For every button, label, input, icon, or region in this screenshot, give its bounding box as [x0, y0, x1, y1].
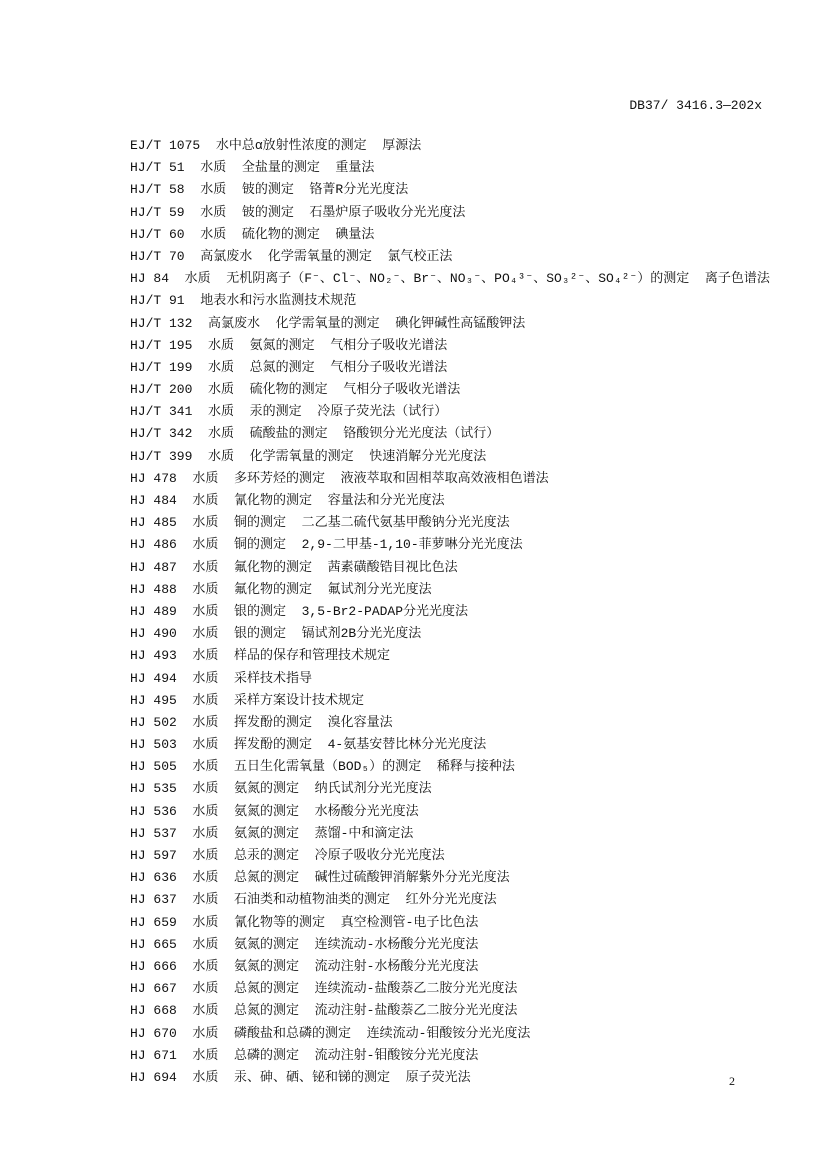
reference-item: HJ 694 水质 汞、砷、硒、铋和锑的测定 原子荧光法	[130, 1069, 471, 1085]
reference-item: HJ 668 水质 总氮的测定 流动注射-盐酸萘乙二胺分光光度法	[130, 1003, 518, 1019]
reference-item: HJ/T 200 水质 硫化物的测定 气相分子吸收光谱法	[130, 382, 461, 398]
reference-item: HJ 490 水质 银的测定 镉试剂2B分光光度法	[130, 626, 422, 642]
reference-item: HJ/T 91 地表水和污水监测技术规范	[130, 293, 357, 309]
reference-item: HJ 489 水质 银的测定 3,5-Br2-PADAP分光光度法	[130, 603, 469, 619]
reference-item: HJ 537 水质 氨氮的测定 蒸馏-中和滴定法	[130, 825, 414, 841]
reference-item: HJ 502 水质 挥发酚的测定 溴化容量法	[130, 714, 393, 730]
reference-item: HJ/T 59 水质 铍的测定 石墨炉原子吸收分光光度法	[130, 204, 466, 220]
reference-item: HJ 597 水质 总汞的测定 冷原子吸收分光光度法	[130, 848, 445, 863]
reference-item: HJ 485 水质 铜的测定 二乙基二硫代氨基甲酸钠分光光度法	[130, 515, 510, 531]
reference-item: HJ 486 水质 铜的测定 2,9-二甲基-1,10-菲萝啉分光光度法	[130, 537, 523, 553]
reference-item: HJ 495 水质 采样方案设计技术规定	[130, 692, 365, 708]
reference-item: HJ/T 342 水质 硫酸盐的测定 铬酸钡分光光度法（试行）	[130, 426, 500, 442]
reference-item: HJ 636 水质 总氮的测定 碱性过硫酸钾消解紫外分光光度法	[130, 870, 510, 886]
reference-item: HJ 493 水质 样品的保存和管理技术规定	[130, 648, 391, 664]
reference-item: HJ/T 199 水质 总氮的测定 气相分子吸收光谱法	[130, 359, 448, 375]
reference-item: HJ 535 水质 氨氮的测定 纳氏试剂分光光度法	[130, 781, 432, 797]
reference-item: HJ/T 58 水质 铍的测定 铬菁R分光光度法	[130, 182, 409, 198]
reference-item: HJ 666 水质 氨氮的测定 流动注射-水杨酸分光光度法	[130, 958, 479, 974]
reference-item: HJ/T 399 水质 化学需氧量的测定 快速消解分光光度法	[130, 448, 487, 464]
reference-item: HJ 503 水质 挥发酚的测定 4-氨基安替比林分光光度法	[130, 737, 487, 753]
reference-item: HJ 637 水质 石油类和动植物油类的测定 红外分光光度法	[130, 892, 497, 908]
reference-item: HJ/T 70 高氯废水 化学需氧量的测定 氯气校正法	[130, 248, 453, 264]
document-number-header: DB37/ 3416.3—202x	[629, 98, 762, 113]
reference-item: HJ 494 水质 采样技术指导	[130, 670, 313, 686]
reference-item: HJ/T 60 水质 硫化物的测定 碘量法	[130, 226, 375, 242]
reference-item: HJ/T 132 高氯废水 化学需氧量的测定 碘化钾碱性高锰酸钾法	[130, 315, 526, 331]
reference-item: HJ 488 水质 氟化物的测定 氟试剂分光光度法	[130, 581, 432, 597]
reference-item: HJ 659 水质 氰化物等的测定 真空检测管-电子比色法	[130, 914, 479, 930]
reference-item: HJ 665 水质 氨氮的测定 连续流动-水杨酸分光光度法	[130, 936, 479, 952]
reference-item: HJ 536 水质 氨氮的测定 水杨酸分光光度法	[130, 803, 419, 819]
reference-item: HJ 487 水质 氟化物的测定 茜素磺酸锆目视比色法	[130, 559, 458, 575]
normative-references-list	[130, 135, 770, 1089]
reference-item: EJ/T 1075 水中总α放射性浓度的测定 厚源法	[130, 138, 422, 153]
reference-item: HJ 667 水质 总氮的测定 连续流动-盐酸萘乙二胺分光光度法	[130, 981, 518, 997]
reference-item: HJ/T 195 水质 氨氮的测定 气相分子吸收光谱法	[130, 337, 448, 353]
reference-item: HJ 505 水质 五日生化需氧量（BOD₅）的测定 稀释与接种法	[130, 759, 515, 775]
reference-item: HJ 670 水质 磷酸盐和总磷的测定 连续流动-钼酸铵分光光度法	[130, 1025, 531, 1041]
reference-item: HJ/T 341 水质 汞的测定 冷原子荧光法（试行）	[130, 404, 448, 420]
reference-item: HJ 671 水质 总磷的测定 流动注射-钼酸铵分光光度法	[130, 1047, 479, 1063]
page-number: 2	[729, 1074, 735, 1088]
reference-item: HJ 484 水质 氰化物的测定 容量法和分光光度法	[130, 493, 445, 508]
reference-item: HJ/T 51 水质 全盐量的测定 重量法	[130, 160, 375, 176]
reference-item: HJ 84 水质 无机阴离子（F⁻、Cl⁻、NO₂⁻、Br⁻、NO₃⁻、PO₄³⁻、SO₃²⁻、SO₄²⁻）的测定 离子色谱法	[130, 271, 770, 287]
reference-item: HJ 478 水质 多环芳烃的测定 液液萃取和固相萃取高效液相色谱法	[130, 470, 549, 486]
